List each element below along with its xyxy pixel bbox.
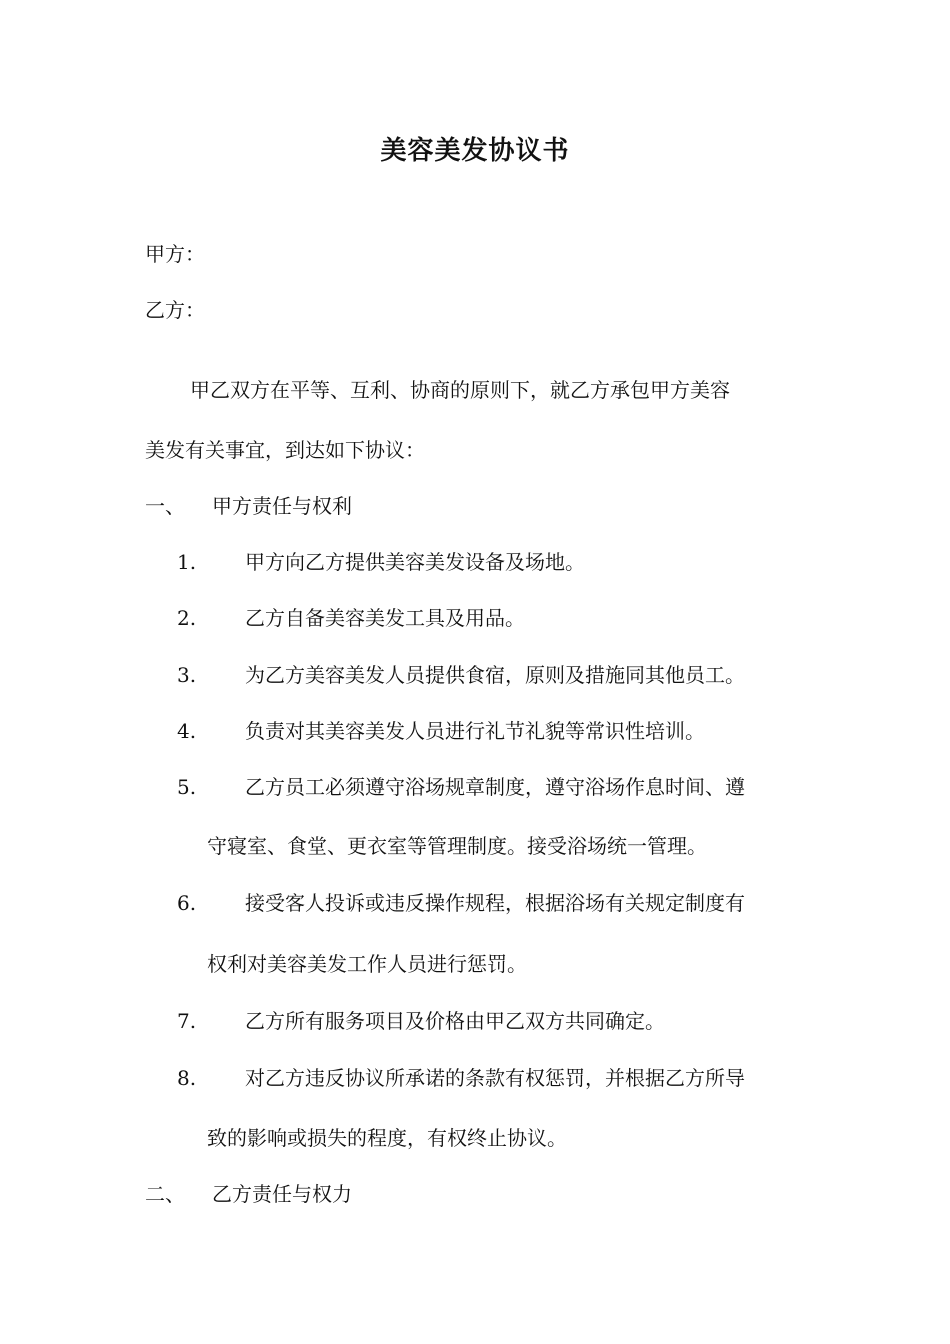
party-b-label: 乙方： xyxy=(145,298,205,322)
item-3-number: 3. xyxy=(177,663,197,687)
section-1-title: 甲方责任与权利 xyxy=(212,494,352,518)
item-6-number: 6. xyxy=(177,891,197,915)
party-a-label: 甲方： xyxy=(145,242,205,266)
item-3-text: 为乙方美容美发人员提供食宿，原则及措施同其他员工。 xyxy=(245,663,745,687)
item-6-text-line-2: 权利对美容美发工作人员进行惩罚。 xyxy=(207,952,527,976)
item-2-text: 乙方自备美容美发工具及用品。 xyxy=(245,606,525,630)
item-8-text-line-2: 致的影响或损失的程度，有权终止协议。 xyxy=(207,1126,567,1150)
item-8-number: 8. xyxy=(177,1066,197,1090)
item-1-number: 1. xyxy=(177,550,197,574)
item-1-text: 甲方向乙方提供美容美发设备及场地。 xyxy=(245,550,585,574)
item-5-text-line-1: 乙方员工必须遵守浴场规章制度，遵守浴场作息时间、遵 xyxy=(245,775,745,799)
item-5-text-line-2: 守寝室、食堂、更衣室等管理制度。接受浴场统一管理。 xyxy=(207,834,707,858)
item-4-number: 4. xyxy=(177,719,197,743)
item-7-text: 乙方所有服务项目及价格由甲乙双方共同确定。 xyxy=(245,1009,665,1033)
item-8-text-line-1: 对乙方违反协议所承诺的条款有权惩罚，并根据乙方所导 xyxy=(245,1066,745,1090)
item-2-number: 2. xyxy=(177,606,197,630)
section-2-title: 乙方责任与权力 xyxy=(212,1182,352,1206)
document-title: 美容美发协议书 xyxy=(380,136,570,166)
intro-paragraph-line-1: 甲乙双方在平等、互利、协商的原则下，就乙方承包甲方美容 xyxy=(190,378,730,402)
item-7-number: 7. xyxy=(177,1009,197,1033)
intro-paragraph-line-2: 美发有关事宜，到达如下协议： xyxy=(145,438,425,462)
item-6-text-line-1: 接受客人投诉或违反操作规程，根据浴场有关规定制度有 xyxy=(245,891,745,915)
item-5-number: 5. xyxy=(177,775,197,799)
item-4-text: 负责对其美容美发人员进行礼节礼貌等常识性培训。 xyxy=(245,719,705,743)
section-2-number: 二、 xyxy=(145,1182,185,1206)
section-1-number: 一、 xyxy=(145,494,185,518)
